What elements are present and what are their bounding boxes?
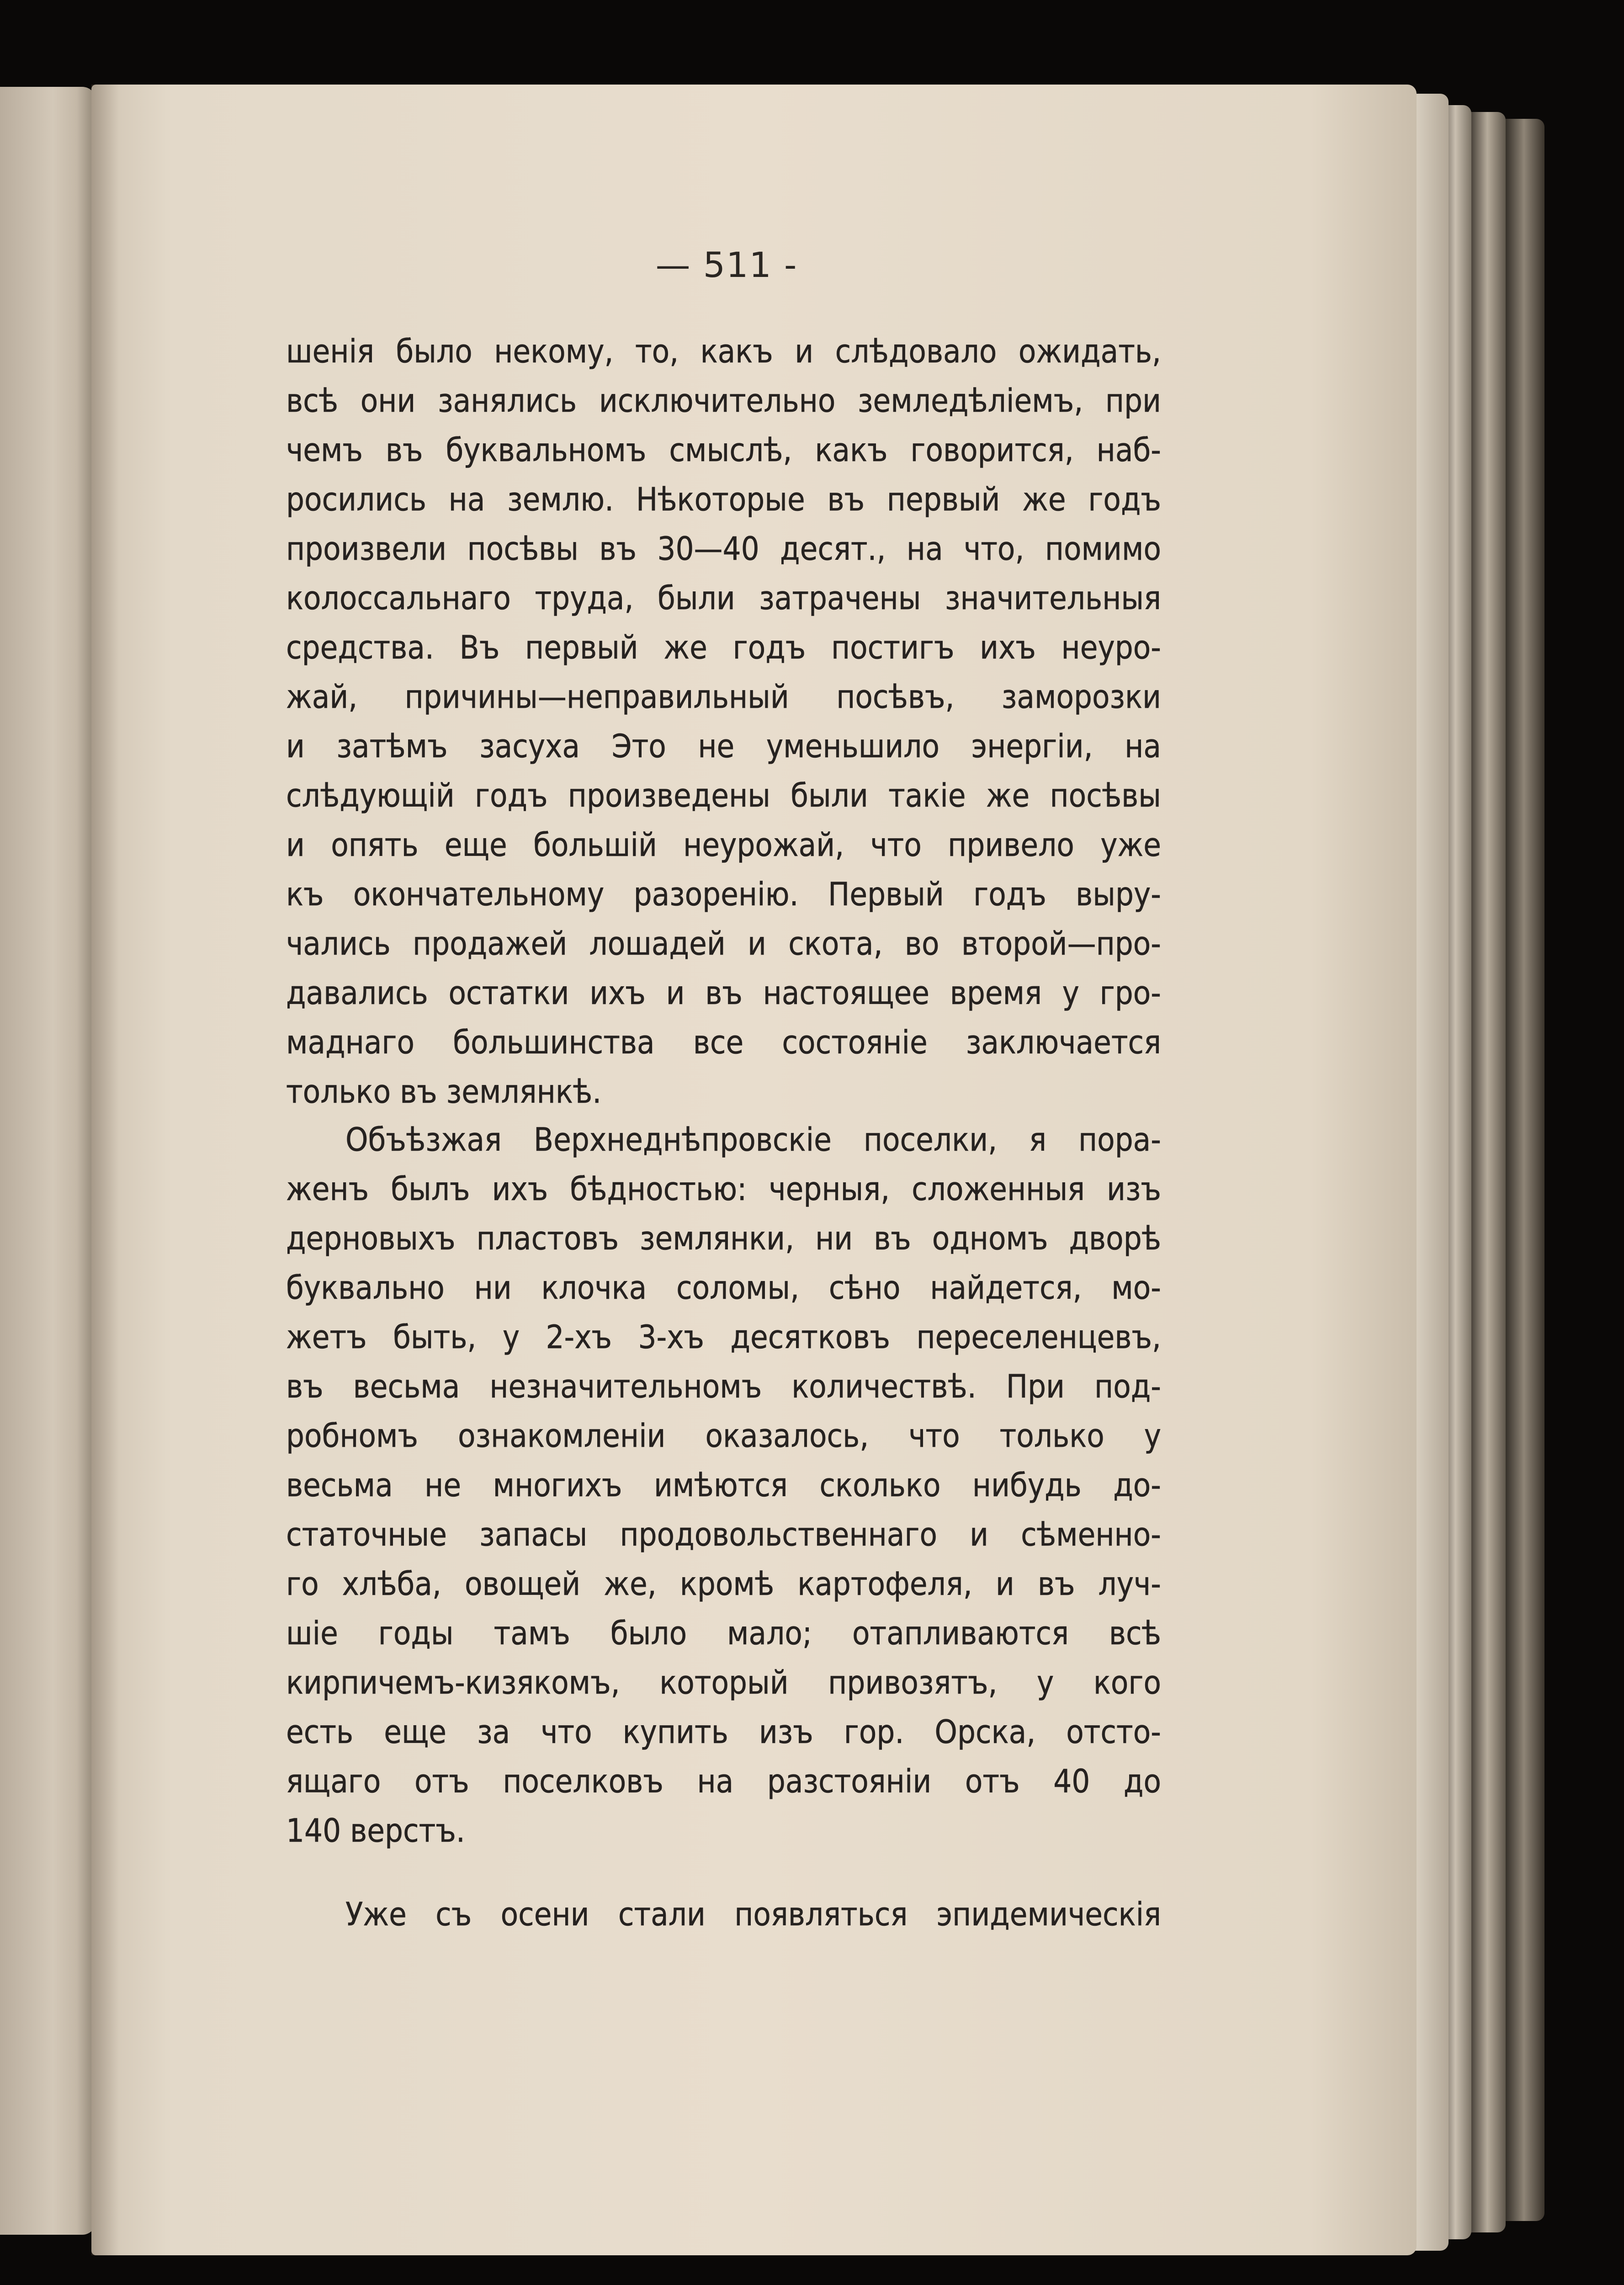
text-line: ящаго отъ поселковъ на разстояніи отъ 40 до (286, 1763, 1161, 1800)
text-line: кирпичемъ-кизякомъ, который привозятъ, у кого (286, 1664, 1161, 1701)
page-number: — 511 - (655, 244, 798, 285)
text-line: шенія было некому, то, какъ и слѣдовало ожидать, (286, 333, 1161, 370)
text-line: средства. Въ первый же годъ постигъ ихъ неуро- (286, 629, 1161, 666)
text-line: 140 верстъ. (286, 1812, 465, 1849)
text-line: есть еще за что купить изъ гор. Орска, отсто- (286, 1713, 1161, 1751)
text-line: статочные запасы продовольственнаго и сѣменно- (286, 1516, 1161, 1553)
text-line: росились на землю. Нѣкоторые въ первый же годъ (286, 481, 1161, 518)
text-line: чались продажей лошадей и скота, во второй—про- (286, 925, 1161, 962)
text-line: колоссальнаго труда, были затрачены значительныя (286, 579, 1161, 617)
paragraph-2 (286, 1115, 1161, 1855)
text-line: робномъ ознакомленіи оказалось, что только у (286, 1417, 1161, 1455)
text-line: чемъ въ буквальномъ смыслѣ, какъ говорится, наб- (286, 431, 1161, 469)
text-line: весьма не многихъ имѣются сколько нибудь до- (286, 1467, 1161, 1504)
text-line: къ окончательному разоренію. Первый годъ выру- (286, 876, 1161, 913)
text-line: слѣдующій годъ произведены были такіе же посѣвы (286, 777, 1161, 814)
previous-page-edge (0, 87, 96, 2235)
text-line: маднаго большинства все состояніе заключается (286, 1024, 1161, 1061)
text-line: въ весьма незначительномъ количествѣ. При под- (286, 1368, 1161, 1405)
text-line: и затѣмъ засуха Это не уменьшило энергіи, на (286, 728, 1161, 765)
paragraph-3 (286, 1890, 1161, 1939)
text-line: буквально ни клочка соломы, сѣно найдется, мо- (286, 1269, 1161, 1307)
page-stack-edge (1469, 112, 1506, 2232)
text-line: давались остатки ихъ и въ настоящее время у гро- (286, 974, 1161, 1012)
paragraph-1 (286, 327, 1161, 1116)
text-line: го хлѣба, овощей же, кромѣ картофеля, и въ луч- (286, 1565, 1161, 1603)
text-line: дерновыхъ пластовъ землянки, ни въ одномъ дворѣ (286, 1220, 1161, 1257)
text-line: и опять еще большій неурожай, что привело уже (286, 826, 1161, 864)
page-stack-edge (1503, 119, 1544, 2221)
text-line: произвели посѣвы въ 30—40 десят., на что, помимо (286, 530, 1161, 568)
gutter-shadow (91, 85, 119, 2255)
text-line: шіе годы тамъ было мало; отапливаются всѣ (286, 1615, 1161, 1652)
text-line: женъ былъ ихъ бѣдностью: черныя, сложенныя изъ (286, 1170, 1161, 1208)
text-line: Уже съ осени стали появляться эпидемическія (345, 1896, 1161, 1933)
text-line: только въ землянкѣ. (286, 1073, 602, 1111)
text-line: жетъ быть, у 2-хъ 3-хъ десятковъ переселенцевъ, (286, 1318, 1161, 1356)
text-line: жай, причины—неправильный посѣвъ, заморозки (286, 678, 1161, 716)
text-line: Объѣзжая Верхнеднѣпровскіе поселки, я пора- (345, 1121, 1161, 1158)
text-line: всѣ они занялись исключительно земледѣліемъ, при (286, 382, 1161, 420)
